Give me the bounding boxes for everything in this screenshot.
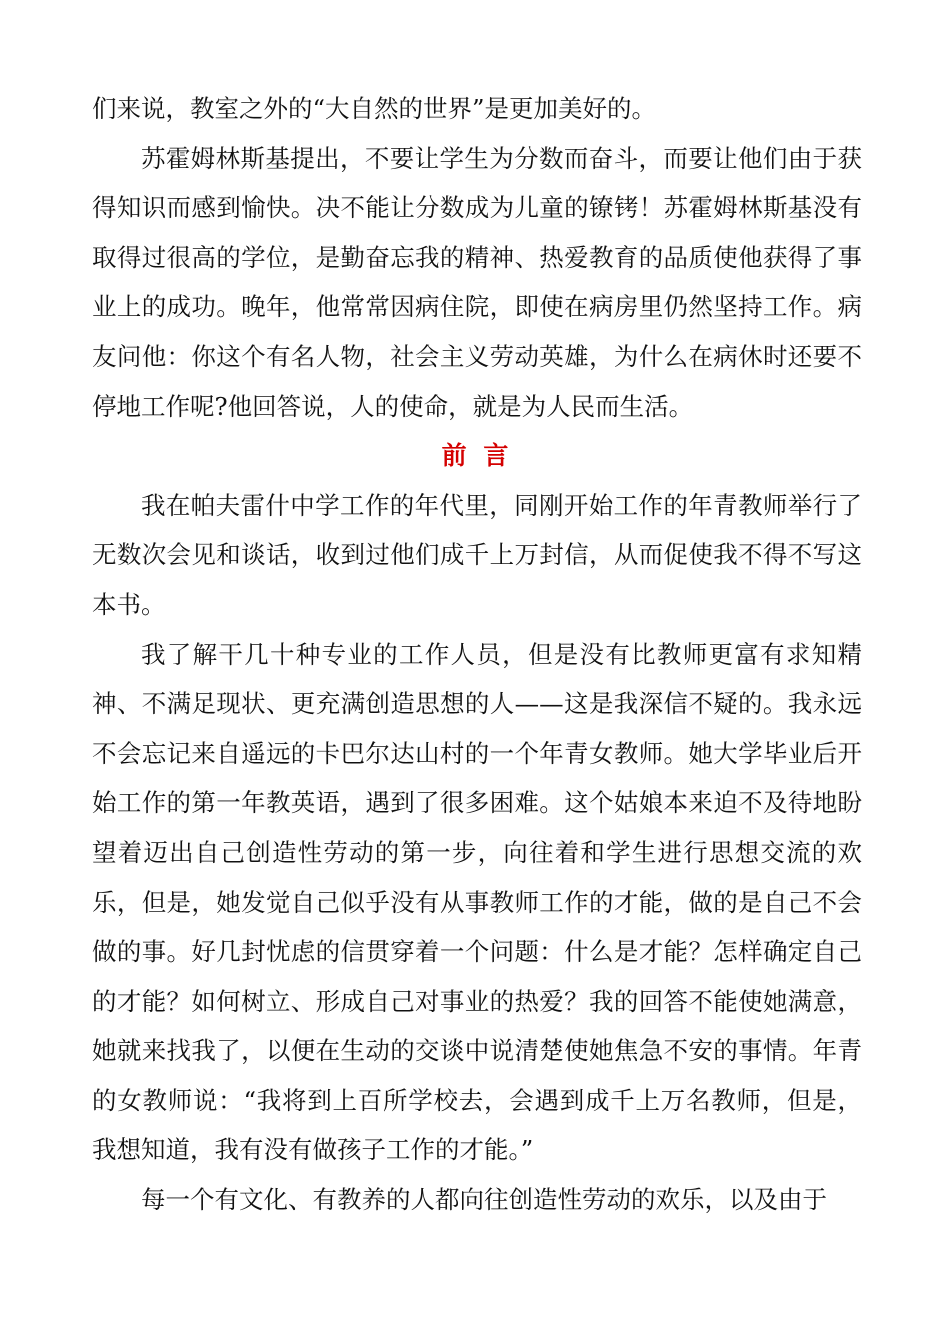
section-heading: 前 言 xyxy=(441,441,513,471)
paragraph-sukhomlinsky: 苏霍姆林斯基提出，不要让学生为分数而奋斗，而要让他们由于获得知识而感到愉快。决不能让分数成为儿童的镣铐！苏霍姆林斯基没有取得过很高的学位，是勤奋忘我的精神、热爱教育的品质使他获得了事业上的成功。晚年，他常常因病住院，即使在病房里仍然坚持工作。病友问他：你这个有名人物，社会主义劳动英雄，为什么在病休时还要不停地工作呢?他回答说，人的使命，就是为人民而生活。 xyxy=(92,143,862,421)
paragraph-preface-1: 我在帕夫雷什中学工作的年代里，同刚开始工作的年青教师举行了无数次会见和谈话，收到过他们成千上万封信，从而促使我不得不写这本书。 xyxy=(92,490,862,619)
paragraph-continuation: 们来说，教室之外的“大自然的世界”是更加美好的。 xyxy=(92,94,657,123)
document-page xyxy=(92,84,862,1225)
paragraph-preface-3: 每一个有文化、有教养的人都向往创造性劳动的欢乐，以及由于 xyxy=(141,1185,827,1215)
paragraph-preface-2: 我了解干几十种专业的工作人员，但是没有比教师更富有求知精神、不满足现状、更充满创造思想的人——这是我深信不疑的。我永远不会忘记来自遥远的卡巴尔达山村的一个年青女教师。她大学毕业后开始工作的第一年教英语，遇到了很多困难。这个姑娘本来迫不及待地盼望着迈出自己创造性劳动的第一步，向往着和学生进行思想交流的欢乐，但是，她发觉自己似乎没有从事教师工作的才能，做的是自己不会做的事。好几封忧虑的信贯穿着一个问题：什么是才能？怎样确定自己的才能？如何树立、形成自己对事业的热爱？我的回答不能使她满意，她就来找我了，以便在生动的交谈中说清楚使她焦急不安的事情。年青的女教师说：“我将到上百所学校去，会遇到成千上万名教师，但是，我想知道，我有没有做孩子工作的才能。” xyxy=(92,639,862,1165)
